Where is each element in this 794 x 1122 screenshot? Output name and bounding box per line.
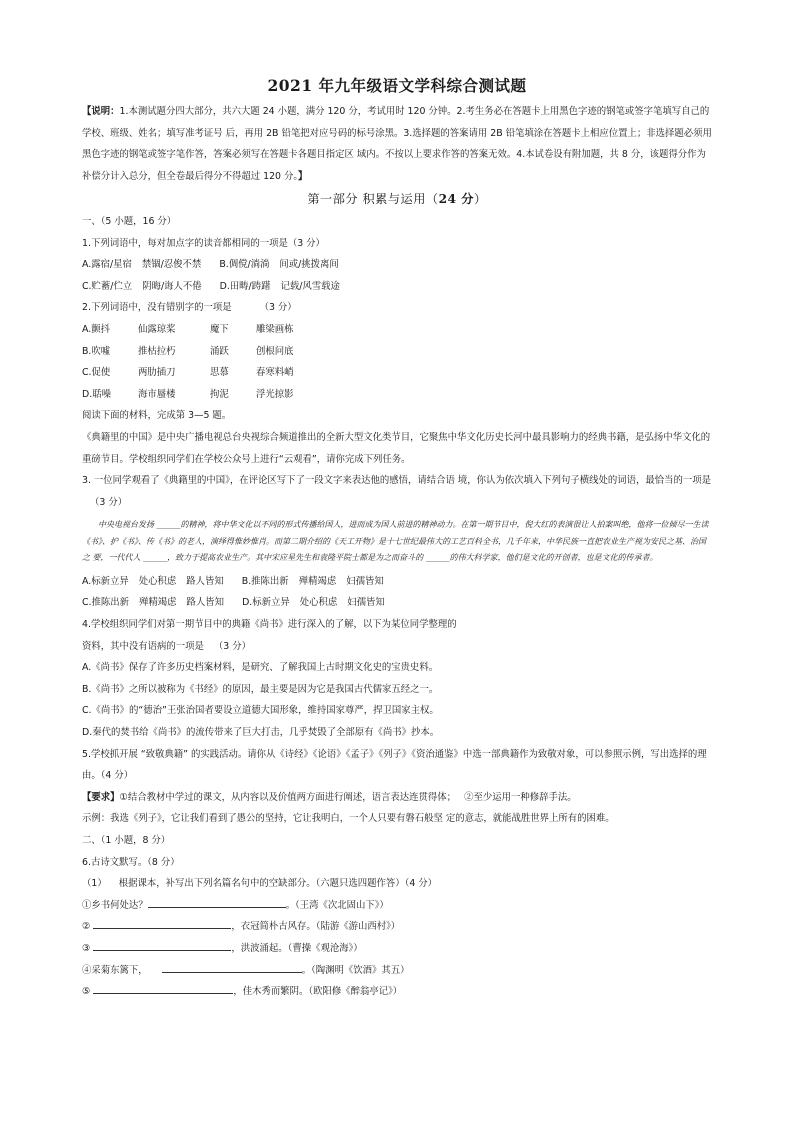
reading-intro: 阅读下面的材料，完成第 3—5 题。 [82,410,232,422]
q2-b-2: 推枯拉朽 [138,345,176,357]
q6-blank-3[interactable] [93,940,231,951]
q4-stem-line2 [82,636,712,658]
q6-item-1-post: 。（王湾《次北固山下》） [285,899,389,911]
q2-b-1: B.吹噓 [82,345,111,357]
q3-a-3: 路人皆知 [186,575,224,587]
q2-option-b[interactable] [82,341,712,363]
q2-c-4: 春寒料峭 [256,367,294,379]
q1-option-a[interactable]: A.露宿/星宿 [82,259,132,271]
q1-option-b[interactable]: B.倜傥/淌淌 [219,259,270,271]
instructions [82,101,712,187]
q1-option-d[interactable]: D.田畴/踌躇 [219,280,271,292]
instructions-close: 】 [298,170,308,182]
q6-blank-4[interactable] [162,962,302,973]
section1-header: 一、（5 小题，16 分） [82,216,177,227]
q3-c-3: 路人皆知 [186,597,225,609]
q2-d-3: 拘泥 [210,388,229,400]
q5-req-label: 【要求】 [82,791,120,803]
q3-options-row1 [82,571,712,593]
q6-item-3-post: ，洪波涌起。（曹操《观沧海》） [231,942,363,954]
q2-b-4: 创根问底 [256,345,294,357]
q3-option-d[interactable]: D.标新立异 [242,597,290,609]
q5-example: 示例：我选《列子》，它让我们看到了愚公的坚持，它让我明白，一个人只要有磐石般坚 定的意志，就能战胜世界上所有的困难。 [82,813,615,825]
q1-options-row2 [82,276,712,298]
q6-item-5-pre: ⑤ [82,986,91,998]
instructions-text: 1.本测试题分四大部分，共六大题 24 小题，满分 120 分，考试用时 120 分钟。2.考生务必在答题卡上用黑色字迹的钢笔或签字笔填写自己的学校、班级、姓名；填写准考证号 后，再用 2B 铅笔把对应号码的标号涂黑。3.选择题的答案请用 2B 铅笔填涂在答题卡上相应位置上；非选择题必须用黑色字迹的钢笔或签字笔作答，答案必须写在答题卡各题目指定区 域内。不按以上要求作答的答案无效。4.本试卷设有附加题，共 8 分，该题得分作为补偿分计入总分，但全卷最后得分不得超过 120 分。 [82,106,712,182]
q3-stem [82,470,712,513]
q2-a-1: A.颤抖 [82,323,110,335]
q3-score: （3 分） [90,496,128,508]
q1-option-b-word2: 间或/挑拨离间 [279,259,339,271]
reading-material: 《典籍里的中国》是中央广播电视总台央视综合频道推出的全新大型文化类节目，它聚焦中华文化历史长河中最具影响力的经典书籍，是弘扬中华文化的重磅节目。学校组织同学们在学校公众号上进行“云观看”，请你完成下列任务。 [82,431,711,465]
q3-option-b[interactable]: B.推陈出新 [241,575,289,587]
q5-requirements [82,787,712,809]
q3-d-3: 妇孺皆知 [347,597,385,609]
q2-option-c[interactable] [82,362,712,384]
q6-item-5-post: ，佳木秀而繁阴。（欧阳修《醉翁亭记》） [233,986,403,998]
q4-option-b[interactable]: B.《尚书》之所以被称为《书经》的原因，最主要是因为它是我国古代儒家五经之一。 [82,683,439,695]
q6-sub1-num: （1） [82,878,107,890]
q6-item-4-pre: ④采菊东篱下， [82,964,148,976]
q2-a-3: 魔下 [210,323,229,335]
q2-a-2: 仙露琼桨 [138,323,176,335]
q1-option-d-word2: 记载/风雪载途 [280,280,340,292]
q3-option-c[interactable]: C.推陈出新 [82,597,130,609]
q6-item-5 [82,981,712,1003]
q4-stem-line1: 4.学校组织同学们对第一期节目中的典籍《尚书》进行深入的了解，以下为某位同学整理的 [82,619,457,630]
q3-c-2: 殚精竭虑 [139,597,177,609]
q4-option-d[interactable]: D.秦代的焚书给《尚书》的流传带来了巨大打击，几乎焚毁了全部原有《尚书》抄本。 [82,726,440,738]
q4-score: （3 分） [213,640,251,652]
q6-item-4 [82,960,712,982]
q6-sub1-text: 根据课本，补写出下列名篇名句中的空缺部分。（六题只选四题作答）（4 分） [118,878,438,890]
q6-item-2-pre: ② [82,921,91,933]
q1-option-c-word2: 阴晦/诲人不倦 [142,280,202,292]
part1-close: ） [473,192,487,206]
q1-stem: 1.下列词语中，每对加点字的读音都相同的一项是（3 分） [82,237,325,249]
q2-a-4: 雕梁画栋 [256,323,294,335]
q6-item-2-post: ，衣冠简朴古风存。（陆游《游山西村》） [231,921,401,933]
part1-header [82,190,712,207]
q6-item-4-post: 。（陶渊明《饮酒》其五） [301,964,410,976]
q2-c-2: 两肋插刀 [138,367,176,379]
instructions-open: 【说明： [82,106,120,117]
q5-req-text2: ②至少运用一种修辞手法。 [464,791,577,803]
q4-stem-text: 资料，其中没有语病的一项是 [82,640,204,652]
q6-blank-2[interactable] [93,918,231,929]
q6-item-3-pre: ③ [82,942,91,954]
q6-sub1 [82,873,712,895]
q2-stem-text: 2.下列词语中，没有错别字的一项是 [82,302,232,314]
q6-blank-1[interactable] [148,897,286,908]
q2-stem [82,297,712,319]
q1-options-row1 [82,254,712,276]
q3-b-2: 殚精竭虑 [298,575,337,587]
q6-blank-5[interactable] [93,983,233,994]
q4-option-c[interactable]: C.《尚书》的“德治”王张治国者要设立道德大国形象，维持国家尊严，捍卫国家主权。 [82,705,439,717]
q2-option-d[interactable] [82,384,712,406]
q2-option-a[interactable] [82,319,712,341]
q6-item-1 [82,895,712,917]
q2-c-1: C.促使 [82,367,111,379]
q2-d-2: 海市蜃楼 [138,388,176,400]
q3-a-2: 处心积虑 [138,575,177,587]
q3-option-a[interactable]: A.标新立异 [82,575,129,587]
q6-item-2 [82,916,712,938]
q6-item-1-pre: ①乡书何处达？ [82,899,148,911]
q6-item-3 [82,938,712,960]
section2-header: 二、（1 小题，8 分） [82,834,171,846]
q4-option-a[interactable]: A.《尚书》保存了许多历史档案材料，是研究、了解我国上古时期文化史的宝贵史料。 [82,662,439,674]
q3-d-2: 处心积虑 [299,597,338,609]
q2-d-1: D.聒噪 [82,388,111,400]
page-title: 2021 年九年级语文学科综合测试题 [267,76,527,95]
q3-stem-text: 3. 一位同学观看了《典籍里的中国》，在评论区写下了一段文字来表达他的感悟，请结合语 境，你认为依次填入下列句子横线处的词语，最恰当的一项是 [82,475,711,487]
q1-option-c[interactable]: C.贮蓄/伫立 [82,280,133,292]
exam-page [82,74,712,1003]
q5-req-text: ①结合教材中学过的课文，从内容以及价值两方面进行阐述，语言表达连贯得体； [119,791,457,803]
q3-b-3: 妇孺皆知 [346,575,384,587]
q2-b-3: 涌跃 [210,345,229,357]
q3-passage: 中央电视台发扬 ______的精神，将中华文化以不同的形式传播给国人，进而成为国人前进的精神动力。在第一期节目中，倪大红的表演很让人拍案叫绝，他将一位倾尽一生读 《书》、护《书》、传《书》的老人，演绎得惟妙惟肖。而第二期介绍的《天工开物》是十七世纪最伟大的工艺百科全书，几千年来，中华民族一直把农业生产视为安民之基、治国之 要，一代代人 ______，致力于提高农业生产。其中宋应星先生和袁隆平院士都是为之而奋斗的 ______的伟大科学家，他们是文化的开创者，也是文化的传承者。 [82,520,709,563]
q2-score: （3 分） [259,302,297,314]
q2-d-4: 浮光掠影 [256,388,294,400]
part1-score: 24 分 [438,192,474,206]
q3-options-row2 [82,592,712,614]
q5-stem: 5.学校抓开展 “致敬典籍” 的实践活动。请你从《诗经》《论语》《孟子》《列子》《资治通鉴》中选一部典籍作为致敬对象，可以参照示例，写出选择的理由。（4 分） [82,748,707,782]
q2-c-3: 思慕 [210,367,229,379]
part1-label: 第一部分 积累与运用（ [307,192,439,206]
q1-option-a-word2: 禁锢/忍俊不禁 [141,259,202,271]
q6-stem: 6.古诗文默写。（8 分） [82,856,180,868]
